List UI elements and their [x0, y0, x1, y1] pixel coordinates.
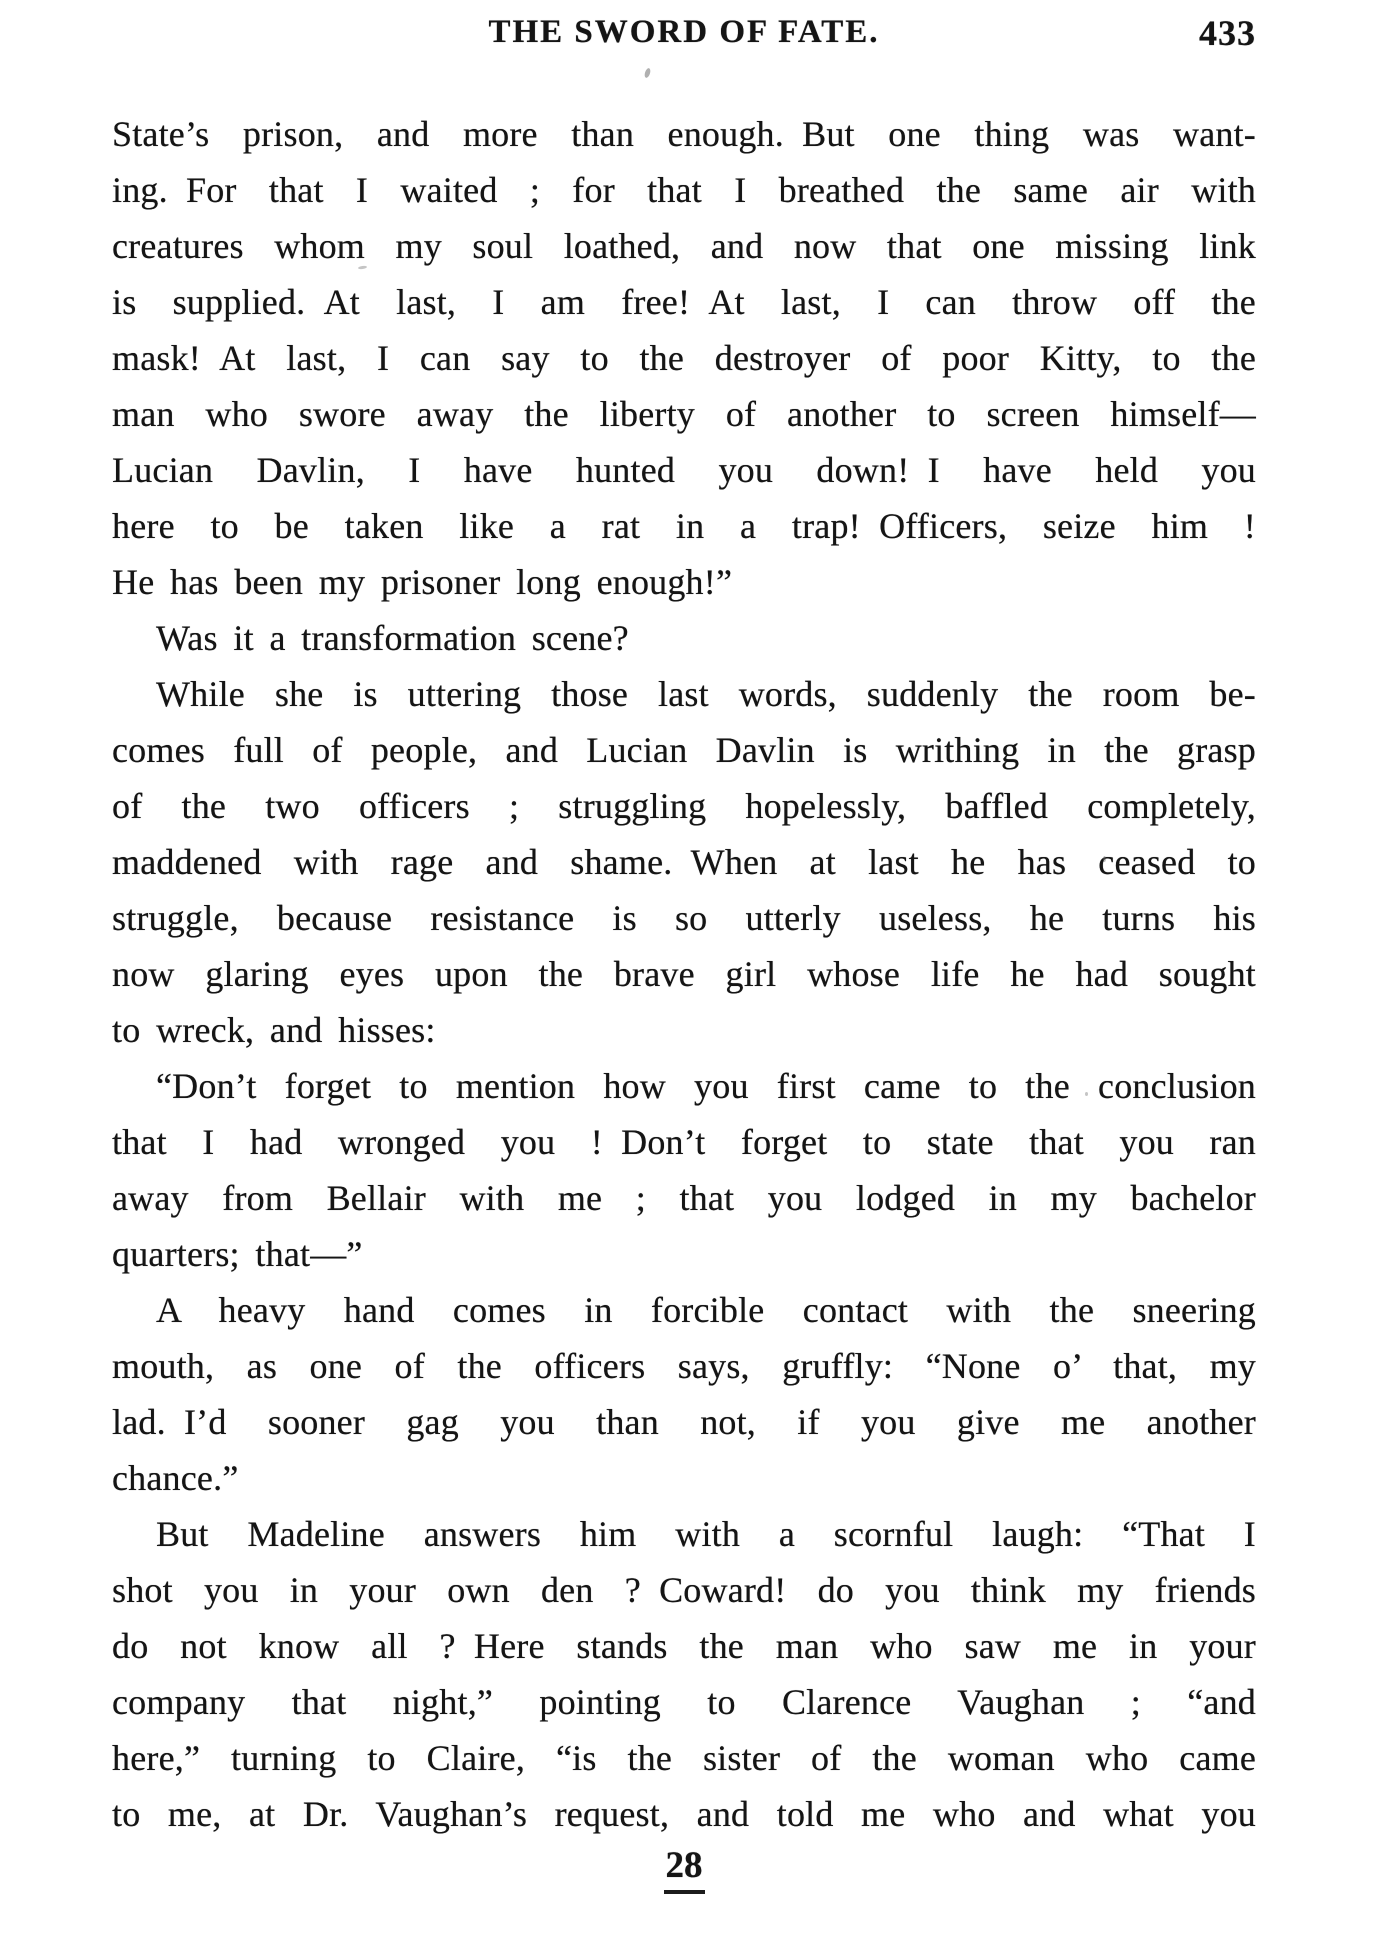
text-line: here,” turning to Claire, “is the sister of the woman who came	[112, 1738, 1256, 1778]
scan-speck	[1085, 1092, 1088, 1096]
text-line: to me, at Dr. Vaughan’s request, and told me who and what you	[112, 1794, 1256, 1834]
text-line: company that night,” pointing to Clarence Vaughan ; “and	[112, 1682, 1256, 1722]
text-line: A heavy hand comes in forcible contact with the sneering	[156, 1290, 1256, 1330]
text-line: “Don’t forget to mention how you first came to the conclusion	[156, 1066, 1256, 1106]
text-line: quarters; that—”	[112, 1234, 363, 1274]
text-line: While she is uttering those last words, suddenly the room be-	[156, 674, 1256, 714]
text-line: man who swore away the liberty of another to screen himself—	[112, 394, 1256, 434]
text-line: of the two officers ; struggling hopelessly, baffled completely,	[112, 786, 1256, 826]
text-line: mouth, as one of the officers says, gruffly: “None o’ that, my	[112, 1346, 1256, 1386]
text-line: shot you in your own den ? Coward! do you think my friends	[112, 1570, 1256, 1610]
text-line: is supplied. At last, I am free! At last, I can throw off the	[112, 282, 1256, 322]
page-number: 433	[1199, 13, 1256, 53]
text-line: struggle, because resistance is so utterly useless, he turns his	[112, 898, 1256, 938]
text-line: But Madeline answers him with a scornful laugh: “That I	[156, 1514, 1256, 1554]
text-line: Lucian Davlin, I have hunted you down! I have held you	[112, 450, 1256, 490]
text-line: away from Bellair with me ; that you lodged in my bachelor	[112, 1178, 1256, 1218]
scan-speck	[1103, 856, 1106, 862]
text-line: comes full of people, and Lucian Davlin is writhing in the grasp	[112, 730, 1256, 770]
text-line: now glaring eyes upon the brave girl whose life he had sought	[112, 954, 1256, 994]
text-line: Was it a transformation scene?	[156, 618, 629, 658]
text-line: ing. For that I waited ; for that I breathed the same air with	[112, 170, 1256, 210]
page-header	[112, 14, 1256, 58]
text-line: State’s prison, and more than enough. But one thing was want-	[112, 114, 1256, 154]
text-line: chance.”	[112, 1458, 239, 1498]
text-line: to wreck, and hisses:	[112, 1010, 436, 1050]
text-line: maddened with rage and shame. When at last he has ceased to	[112, 842, 1256, 882]
text-line: here to be taken like a rat in a trap! Officers, seize him !	[112, 506, 1256, 546]
text-line: He has been my prisoner long enough!”	[112, 562, 733, 602]
text-line: that I had wronged you ! Don’t forget to state that you ran	[112, 1122, 1256, 1162]
page-footer	[112, 1846, 1256, 1894]
running-title: THE SWORD OF FATE.	[488, 14, 880, 50]
text-line: mask! At last, I can say to the destroyer of poor Kitty, to the	[112, 338, 1256, 378]
text-line: lad. I’d sooner gag you than not, if you give me another	[112, 1402, 1256, 1442]
text-line: creatures whom my soul loathed, and now that one missing link	[112, 226, 1256, 266]
signature-mark: 28	[664, 1846, 705, 1894]
text-block	[112, 106, 1256, 1842]
scan-speck	[644, 67, 652, 78]
text-line: do not know all ? Here stands the man who saw me in your	[112, 1626, 1256, 1666]
